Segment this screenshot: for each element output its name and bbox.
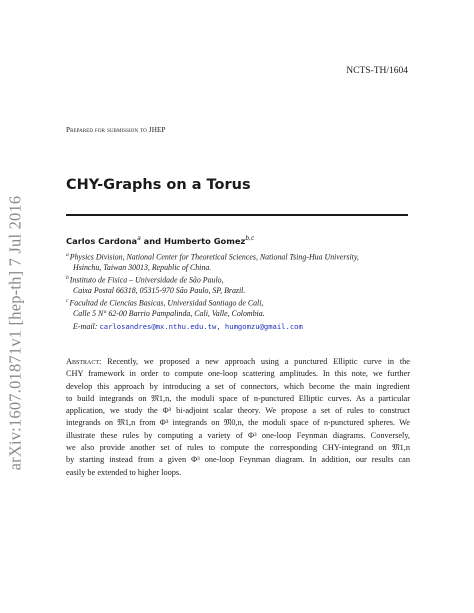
affiliation-line — [66, 250, 416, 263]
affiliation-mark: b — [66, 275, 69, 281]
abstract-line: integrands on 𝔐1,n from Φ³ integrands on 𝔐0,n, the moduli space of n-punctured spheres. We — [66, 418, 410, 428]
affiliation-text: Physics Division, National Center for Theoretical Sciences, National Tsing-Hua University, — [69, 252, 359, 262]
submission-note — [66, 126, 166, 134]
submission-note-text: Prepared for submission to JHEP — [66, 126, 166, 134]
email-addresses[interactable]: carlosandres@mx.nthu.edu.tw, humgomzu@gmail.com — [99, 322, 303, 331]
author-conjunction: and — [140, 235, 164, 246]
affiliation — [66, 273, 416, 296]
author-affil-mark: b,c — [245, 235, 255, 242]
affiliation-line: Caixa Postal 66318, 05315-970 São Paulo, SP, Brazil. — [73, 286, 246, 296]
affiliation-line: Hsinchu, Taiwan 30013, Republic of China. — [73, 263, 212, 273]
paper-title: CHY-Graphs on a Torus — [66, 177, 251, 193]
affiliation-line: Calle 5 N° 62-00 Barrio Pampalinda, Cali, Valle, Colombia. — [73, 309, 265, 319]
author-name: Humberto Gomez — [164, 235, 246, 246]
abstract-line: CHY framework in order to compute one-loop scattering amplitudes. In this note, we further — [66, 369, 410, 379]
abstract-line: illustrate these rules by computing a variety of Φ³ one-loop Feynman diagrams. Conversely, — [66, 430, 410, 440]
affiliation-line — [66, 296, 416, 309]
abstract-line — [66, 356, 410, 368]
author-affil-mark: a — [137, 235, 141, 242]
abstract-text: Recently, we proposed a new approach using a punctured Elliptic curve in the — [101, 357, 410, 366]
email-label: E-mail: — [73, 322, 98, 331]
arxiv-stamp — [4, 168, 26, 498]
affiliation — [66, 250, 416, 273]
arxiv-stamp-text: arXiv:1607.01871v1 [hep-th] 7 Jul 2016 — [5, 195, 24, 471]
abstract-line: by starting instead from a given Φ³ one-loop Feynman diagram. In addition, our results can — [66, 455, 410, 465]
affiliation-text: Instituto de Fisica – Universidade de São Paulo, — [69, 275, 224, 285]
affiliation — [66, 296, 416, 319]
abstract-line: to build integrands on 𝔐1,n, the moduli space of n-punctured Elliptic curves. As a particular — [66, 393, 410, 403]
title-rule — [66, 214, 408, 216]
affiliation-text: Facultad de Ciencias Basicas, Universidad Santiago de Cali, — [69, 298, 264, 308]
abstract — [66, 356, 410, 479]
abstract-heading: Abstract: — [66, 357, 102, 366]
author-list — [66, 235, 254, 246]
affiliation-line — [66, 273, 416, 286]
abstract-line: we also provide another set of rules to compute the corresponding CHY-integrand on 𝔐1,n — [66, 443, 410, 453]
email-line — [73, 322, 303, 331]
abstract-line: application, we study the Φ³ bi-adjoint scalar theory. We propose a set of rules to construct — [66, 406, 410, 416]
affiliation-mark: a — [66, 252, 69, 258]
affiliation-mark: c — [66, 298, 69, 304]
abstract-line: develop this approach by introducing a set of connectors, which become the main ingredient — [66, 381, 410, 391]
abstract-line: easily be extended to higher loops. — [66, 467, 182, 477]
author-name: Carlos Cardona — [66, 235, 138, 246]
report-number: NCTS-TH/1604 — [346, 66, 408, 76]
